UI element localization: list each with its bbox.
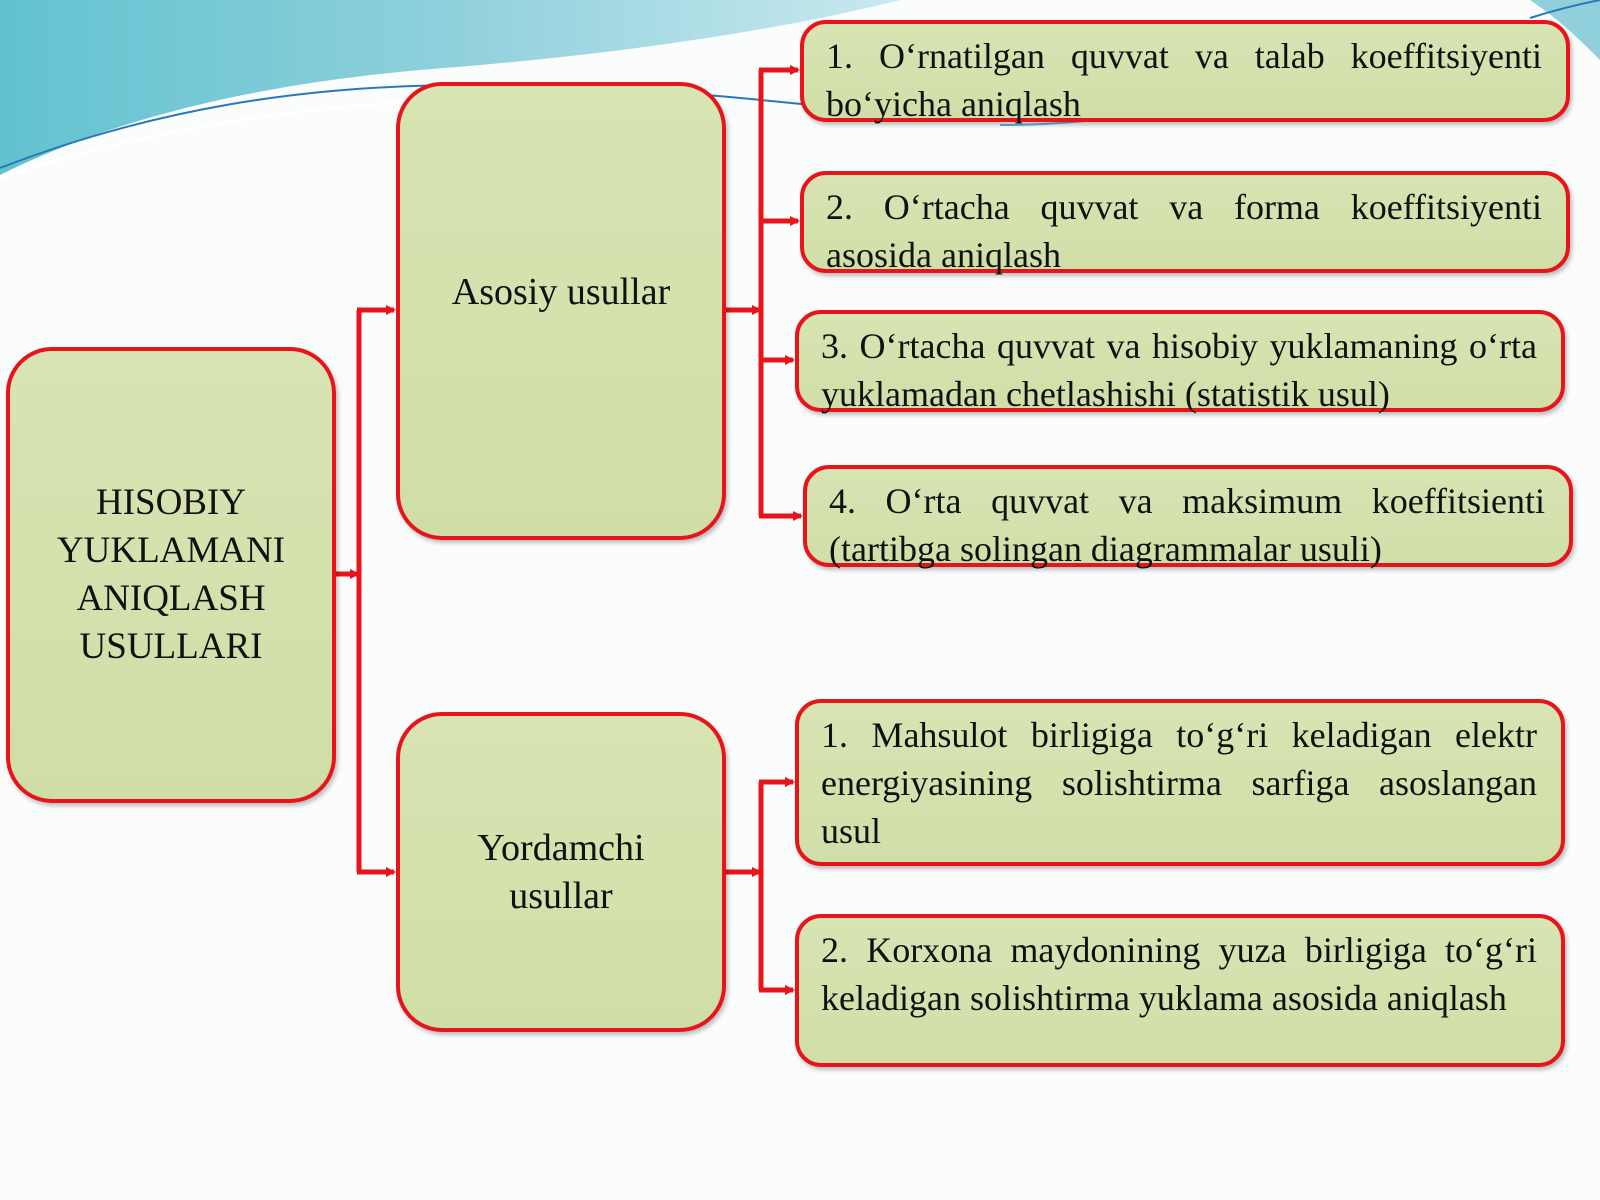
auxiliary-methods-label-line: Yordamchi	[477, 827, 645, 869]
auxiliary-methods-box	[396, 712, 726, 1032]
root-title-line: ANIQLASH	[76, 578, 266, 619]
main-method-item-2: 2. O‘rtacha quvvat va forma koeffitsiyenti asosida aniqlash	[800, 171, 1570, 273]
main-methods-label: Asosiy usullar	[451, 271, 671, 313]
main-method-item-4: 4. O‘rta quvvat va maksimum koeffitsienti (tartibga solingan diagrammalar usuli)	[803, 465, 1573, 567]
main-method-item-1: 1. O‘rnatilgan quvvat va talab koeffitsiyenti bo‘yicha aniqlash	[800, 20, 1570, 122]
auxiliary-methods-label	[477, 824, 644, 920]
root-title-line: YUKLAMANI	[56, 530, 286, 571]
main-method-item-3: 3. O‘rtacha quvvat va hisobiy yuklamaning o‘rta yuklamadan chetlashishi (statistik usul)	[795, 310, 1565, 412]
root-title	[57, 479, 285, 671]
auxiliary-method-item-1: 1. Mahsulot birligiga to‘g‘ri keladigan elektr energiyasining solishtirma sarfiga asoslangan usul	[795, 699, 1565, 866]
auxiliary-methods-label-line: usullar	[509, 875, 613, 917]
root-box	[6, 347, 336, 803]
main-methods-box	[396, 82, 726, 540]
root-title-line: USULLARI	[79, 626, 263, 667]
root-title-line: HISOBIY	[95, 482, 247, 523]
auxiliary-method-item-2: 2. Korxona maydonining yuza birligiga to‘g‘ri keladigan solishtirma yuklama asosida aniqlash	[795, 914, 1565, 1067]
